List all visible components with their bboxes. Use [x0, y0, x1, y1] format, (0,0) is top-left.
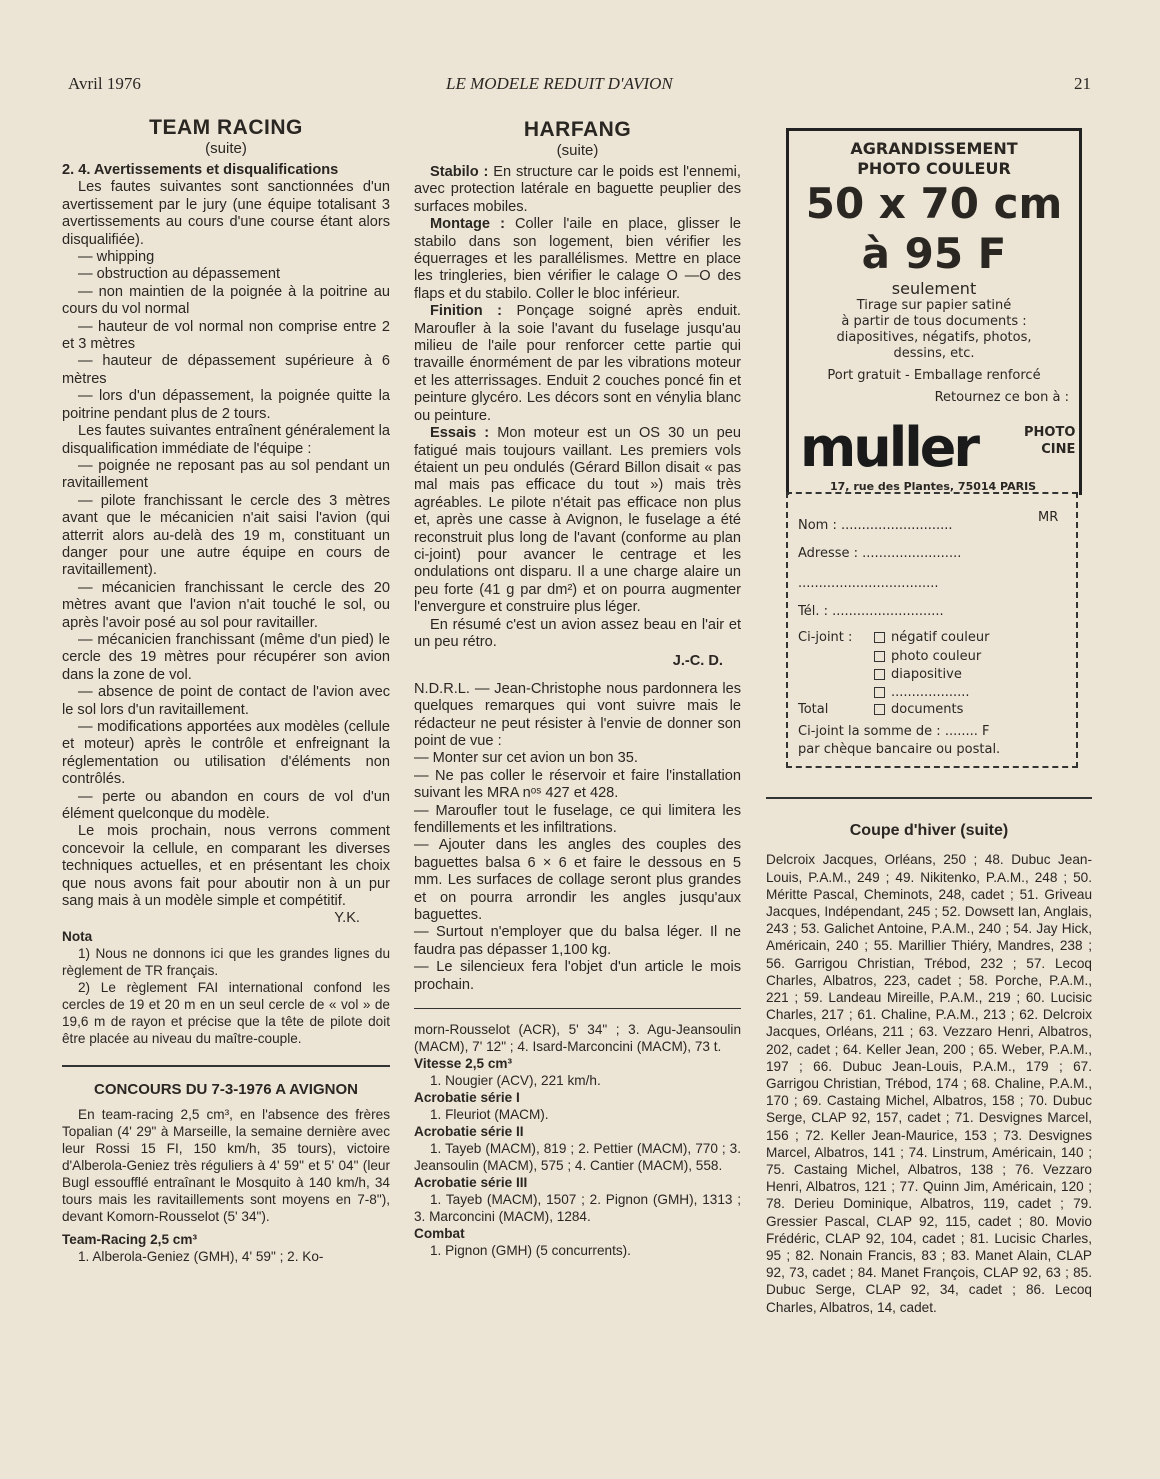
- section-title: CONCOURS DU 7-3-1976 A AVIGNON: [94, 1080, 358, 1098]
- ad-line: à partir de tous documents :: [841, 314, 1027, 329]
- option-label: ...................: [891, 685, 970, 700]
- result-line: 1. Fleuriot (MACM).: [430, 1107, 549, 1123]
- address-field[interactable]: Adresse : ........................: [798, 546, 962, 561]
- result-line: 1. Tayeb (MACM), 819 ; 2. Pettier (MACM), 770 ; 3. Jeansoulin (MACM), 575 ; 4. Cantier (MACM), 558.: [414, 1141, 741, 1174]
- list-item: — Maroufler tout le fuselage, ce qui limitera les fendillements et les infiltrations.: [414, 802, 741, 837]
- list-item: — Surtout n'employer que du balsa léger. Il ne faudra pas dépasser 1,100 kg.: [414, 924, 741, 958]
- column-coupe-hiver: [766, 822, 1092, 1316]
- result-heading: Acrobatie série II: [414, 1124, 524, 1140]
- list-item: — Le silencieux fera l'objet d'un article le mois prochain.: [414, 959, 741, 993]
- checkbox[interactable]: [874, 687, 885, 698]
- order-form: [786, 492, 1078, 768]
- nota-heading: Nota: [62, 928, 93, 944]
- option-photo[interactable]: [874, 649, 981, 664]
- result-line: 1. Nougier (ACV), 221 km/h.: [430, 1073, 601, 1089]
- result-heading: Acrobatie série III: [414, 1175, 528, 1191]
- checkbox[interactable]: [874, 632, 885, 643]
- checkbox[interactable]: [874, 704, 885, 715]
- divider: [414, 1008, 741, 1009]
- brand-cine: CINE: [1041, 442, 1076, 457]
- results-list: Delcroix Jacques, Orléans, 250 ; 48. Dubuc Jean-Louis, P.A.M., 249 ; 49. Nikitenko, P.A.M., 248 ; 50. Méritte Pascal, Cheminots, 248, cadet ; 51. Griveau Jacques, Indépendant, 245 ; 52. Dowsett Ian, Anglais, 243 ; 53. Galichet Antoine, P.A.M., 240 ; 54. Jay Hick, Américain, 240 ; 55. Marillier Thiéry, Mandres, 238 ; 56. Garrigou Christian, Trébod, 232 ; 57. Lecoq Charles, Albatros, 223, cadet ; 58. Porche, P.A.M., 221 ; 59. Landeau Mireille, P.A.M., 219 ; 60. Lucisic Charles, 217 ; 61. Chaline, P.A.M., 213 ; 62. Delcroix Jacques, Orléans, 211 ; 63. Vezzaro Henri, Albatros, 202, cadet ; 64. Keller Jean, 200 ; 65. Weber, P.A.M., 197 ; 66. Dubuc Jean-Louis, P.A.M., 179 ; 67. Garrigou Christian, Trébod, 174 ; 68. Chaline, P.A.M., 170 ; 69. Castaing Michel, Albatros, 158 ; 70. Dubuc Serge, CLAP 92, 157, cadet ; 71. Desvignes Marcel, 156 ; 72. Keller Jean-Maurice, 153 ; 73. Desvignes Marcel, Albatros, 141 ; 74. Linstrum, Américain, 140 ; 75. Castaing Michel, Albatros, 138 ; 76. Vezzaro Henri, Albatros, 121 ; 77. Quinn Jim, Américain, 120 ; 78. Derieu Dominique, Albatros, 119, cadet ; 79. Gressier Pascal, CLAP 92, 115, cadet ; 80. Movio Frédéric, CLAP 92, 104, cadet ; 81. Lucisic Charles, 95 ; 82. Nonain Francis, 83 ; 83. Manet Alain, CLAP 92, 73, cadet ; 84. Manet François, CLAP 92, 63 ; 85. Dubuc Serge, CLAP 92, 34, cadet ; 86. Lecoq Charles, Albatros, 14, cadet.: [766, 852, 1092, 1315]
- ad-line: PHOTO COULEUR: [857, 159, 1011, 178]
- ad-price: à 95 F: [861, 229, 1007, 278]
- brand-photo: PHOTO: [1024, 425, 1076, 440]
- paragraph: Le mois prochain, nous verrons comment concevoir la cellule, en comparant les diverses techniques actuelles, et en présentant les choix que nous avons fait pour aboutir non à un pur sang mais à un modèle simple et compétitif.: [62, 823, 390, 910]
- option-label: diapositive: [891, 667, 962, 682]
- ad-line: diapositives, négatifs, photos,: [836, 330, 1032, 345]
- total-label: Total: [798, 702, 829, 717]
- list-item: — mécanicien franchissant (même d'un pied) le cercle des 19 mètres pour récupérer son avion dans la zone de vol.: [62, 631, 390, 683]
- list-item: — Ne pas coller le réservoir et faire l'installation suivant les MRA nᵒˢ 427 et 428.: [414, 767, 741, 802]
- section-title: Coupe d'hiver (suite): [849, 822, 1009, 839]
- note: 2) Le règlement FAI international confond les cercles de 19 et 20 m en un seul cercle de « vol » de 19,6 m de rayon et précise que la tête de pilote doit être placée au niveau du maître-couple.: [62, 979, 390, 1046]
- result-heading: Team-Racing 2,5 cm³: [62, 1232, 197, 1248]
- list-item: — non maintien de la poignée à la poitrine au cours du vol normal: [62, 283, 390, 318]
- checkbox[interactable]: [874, 669, 885, 680]
- paragraph: Ponçage soigné après enduit. Maroufler à la soie l'avant du fuselage jusqu'au milieu de l'aile pour renforcer cette partie qui travaille énormément de par les vibrations moteur et les atterrissages. Enduit 2 couches poncé fin et peinture glycéro. Les décors sont en vénylia blanc ou peinture.: [414, 303, 741, 424]
- column-team-racing: [62, 116, 390, 1265]
- option-negatif[interactable]: [874, 630, 989, 645]
- list-item: — absence de point de contact de l'avion avec le sol lors d'un ravitaillement.: [62, 684, 390, 718]
- ad-line: seulement: [891, 279, 977, 298]
- result-line: 1. Alberola-Geniez (GMH), 4' 59" ; 2. Ko-: [78, 1249, 324, 1265]
- option-other[interactable]: [874, 685, 970, 700]
- page-date: Avril 1976: [68, 74, 141, 93]
- option-label: négatif couleur: [891, 630, 990, 645]
- list-item: — lors d'un dépassement, la poignée quitte la poitrine pendant plus de 2 tours.: [62, 388, 390, 422]
- article-subtitle: (suite): [556, 142, 599, 159]
- list-item: — hauteur de vol normal non comprise entre 2 et 3 mètres: [62, 318, 390, 353]
- form-mr: MR: [1038, 510, 1059, 525]
- label: Stabilo :: [430, 164, 489, 180]
- label: Montage :: [430, 216, 505, 233]
- section-heading: 2. 4. Avertissements et disqualifications: [62, 162, 339, 178]
- result-heading: Combat: [414, 1226, 465, 1242]
- option-label: documents: [891, 702, 964, 717]
- list-item: — mécanicien franchissant le cercle des 20 mètres avant que l'avion n'ait touché le sol, ou après l'avoir posé au sol pour ravitailler.: [62, 579, 390, 631]
- result-line: morn-Rousselot (ACR), 5' 34" ; 3. Agu-Jeansoulin (MACM), 7' 12" ; 4. Isard-Marconcini (MACM), 73 t.: [414, 1022, 741, 1055]
- option-diapositive[interactable]: [874, 667, 962, 682]
- list-item: — pilote franchissant le cercle des 3 mètres avant que le mécanicien n'ait saisi l'avion (qui atterrit alors au-delà des 19 m, constituant un danger pour une autre équipe en cours de ravitaillement).: [62, 492, 390, 579]
- list-item: — obstruction au dépassement: [78, 266, 280, 283]
- list-item: — poignée ne reposant pas au sol pendant un ravitaillement: [62, 457, 390, 492]
- payment-note: par chèque bancaire ou postal.: [798, 742, 1001, 757]
- address-line[interactable]: ..................................: [798, 576, 939, 591]
- list-item: — Monter sur cet avion un bon 35.: [414, 750, 638, 767]
- note: 1) Nous ne donnons ici que les grandes lignes du règlement de TR français.: [62, 945, 390, 978]
- paragraph: Les fautes suivantes sont sanctionnées d'un avertissement par le jury (une équipe totalisant 3 avertissements au cours d'une course étant alors disqualifiée).: [62, 179, 390, 248]
- list-item: — perte ou abandon en cours de vol d'un élément quelconque du modèle.: [62, 788, 390, 823]
- result-heading: Vitesse 2,5 cm³: [414, 1056, 512, 1072]
- list-item: — modifications apportées aux modèles (cellule et moteur) après le contrôle et enfreignant la réglementation ou utilisation d'éléments non contrôlés.: [62, 719, 390, 788]
- ad-size: 50 x 70 cm: [805, 179, 1063, 228]
- name-field[interactable]: Nom : ...........................: [798, 518, 953, 533]
- result-line: 1. Tayeb (MACM), 1507 ; 2. Pignon (GMH), 1313 ; 3. Marconcini (MACM), 1284.: [414, 1192, 741, 1225]
- enclosed-label: Ci-joint :: [798, 630, 853, 645]
- paragraph: Coller l'aile en place, glisser le stabilo dans son logement, bien vérifier les équerrages et les parallélismes. Mettre en place les tringleries, bien vérifier le calage O —O des flaps et du stabilo. Coller le bloc inférieur.: [414, 216, 741, 302]
- amount-field[interactable]: Ci-joint la somme de : ........ F: [798, 724, 990, 739]
- ad-line: AGRANDISSEMENT: [850, 139, 1018, 158]
- list-item: — hauteur de dépassement supérieure à 6 mètres: [62, 353, 390, 387]
- list-item: — Ajouter dans les angles des couples des baguettes balsa 6 × 6 et faire le dessous en 5 mm. Les surfaces de collage seront plus grandes et on pourra arrondir les angles jusqu'aux baguettes.: [414, 837, 741, 924]
- ad-line: Port gratuit - Emballage renforcé: [827, 368, 1041, 383]
- article-title: TEAM RACING: [149, 116, 303, 139]
- ad-line: Tirage sur papier satiné: [856, 298, 1012, 313]
- checkbox[interactable]: [874, 651, 885, 662]
- phone-field[interactable]: Tél. : ...........................: [798, 604, 944, 619]
- brand-tag: [1024, 424, 1075, 458]
- list-item: — whipping: [78, 249, 155, 266]
- paragraph: Les fautes suivantes entraînent généralement la disqualification immédiate de l'équipe :: [62, 423, 390, 457]
- ad-line: Retournez ce bon à :: [934, 390, 1069, 405]
- result-heading: Acrobatie série I: [414, 1090, 520, 1106]
- divider: [62, 1065, 390, 1067]
- journal-title: LE MODELE REDUIT D'AVION: [446, 74, 673, 93]
- result-line: 1. Pignon (GMH) (5 concurrents).: [430, 1243, 631, 1259]
- paragraph: En résumé c'est un avion assez beau en l'air et un peu rétro.: [414, 616, 741, 650]
- muller-logo: [800, 416, 996, 480]
- ad-address: 17, rue des Plantes, 75014 PARIS: [830, 480, 1037, 493]
- divider: [766, 797, 1092, 799]
- signature: Y.K.: [334, 910, 360, 927]
- ad-line: dessins, etc.: [893, 346, 975, 361]
- label: Essais :: [430, 425, 490, 442]
- paragraph: En structure car le poids est l'ennemi, avec protection latérale en baguette peuplier des surfaces mobiles.: [414, 164, 741, 215]
- option-documents[interactable]: [874, 702, 963, 717]
- paragraph: N.D.R.L. — Jean-Christophe nous pardonnera les quelques remarques qui vont suivre mais le rédacteur ne peut résister à l'envie de donner son point de vue :: [414, 680, 741, 749]
- column-harfang: [414, 118, 741, 1259]
- signature: J.-C. D.: [672, 653, 723, 670]
- page-number: 21: [1074, 74, 1091, 93]
- article-subtitle: (suite): [205, 140, 247, 157]
- article-title: HARFANG: [523, 118, 632, 141]
- paragraph: Mon moteur est un OS 30 un peu fatigué mais toujours vaillant. Les premiers vols étaient un peu ondulés (Gérard Billon disait « pas mal mais pas efficace du tout ») mais très agréables. Le pilote n'était pas efficace non plus et, après une casse à Avignon, le fuselage a été reconstruit plus long de l'avant (conforme au plan ci-joint) pour avancer le centrage et les ondulations ont disparu. Il a une charge alaire un peu forte (41 g par dm²) et on pourra augmenter l'envergure et construire plus léger.: [414, 425, 741, 616]
- option-label: photo couleur: [891, 649, 982, 664]
- label: Finition :: [430, 303, 503, 320]
- paragraph: En team-racing 2,5 cm³, en l'absence des frères Topalian (4' 29" à Marseille, la semaine dernière avec leur Rossi 15 FI, 150 km/h, 35 tours), victoire d'Alberola-Geniez très réguliers à 4' 59" et 5' 04" (leur Bugl essoufflé entraînant le Mosquito à 140 km/h, 34 tours mais les ravitaillements sont moyens en 7-8"), devant Komorn-Rousselot (5' 34").: [62, 1107, 390, 1225]
- brand-name: muller: [800, 416, 977, 479]
